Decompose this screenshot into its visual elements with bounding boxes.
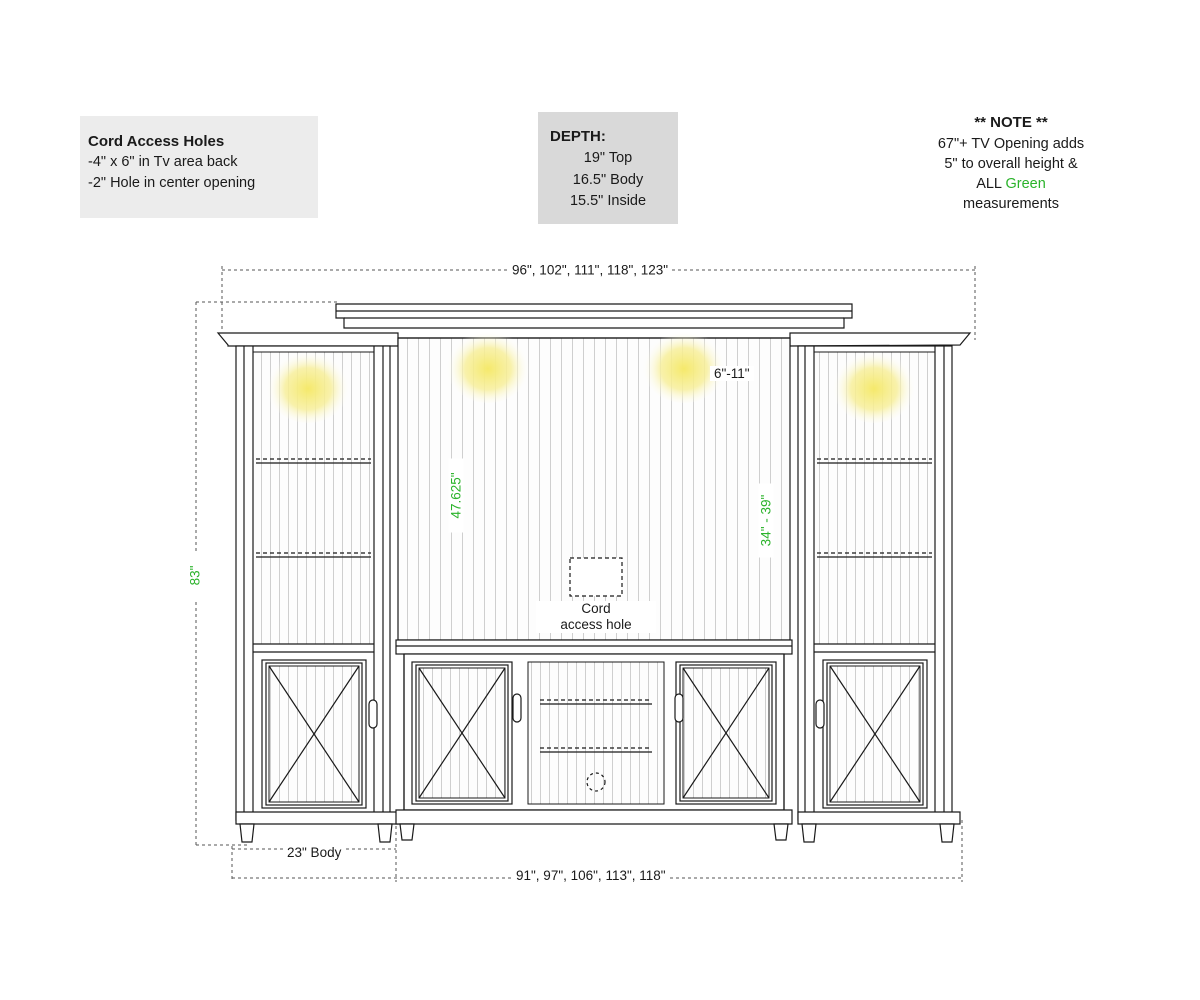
note-line-3-prefix: ALL [976, 176, 1006, 192]
light-glow-right [832, 347, 916, 423]
cord-hole-line-1: Cord [581, 601, 611, 616]
cord-access-hole-caption [536, 601, 656, 633]
cord-hole-line-2: access hole [560, 617, 632, 632]
light-glow-left [266, 347, 350, 423]
cord-access-line-2: -2" Hole in center opening [88, 175, 256, 191]
light-glow-center-left [446, 327, 530, 403]
dim-tv-opening-range-label: 34" - 39" [759, 484, 774, 558]
center-console [396, 654, 792, 840]
dim-overall-height-label: 83" [188, 552, 203, 600]
cord-access-line-1: -4" x 6" in Tv area back [88, 154, 238, 170]
dim-tv-opening-height-label: 47.625" [449, 459, 464, 533]
dim-body-width-label: 23" Body [283, 845, 345, 860]
dim-top-shelf-gap-label: 6"-11" [710, 366, 754, 381]
dim-top-width-label: 96", 102", 111", 118", 123" [508, 263, 672, 278]
note-line-4: measurements [963, 196, 1059, 212]
depth-title: DEPTH: [550, 128, 606, 145]
depth-line-3: 15.5" Inside [569, 193, 647, 209]
note-line-2: 5" to overall height & [944, 156, 1078, 172]
note-line-3-green: Green [1005, 176, 1046, 192]
cord-access-title: Cord Access Holes [88, 133, 225, 150]
depth-line-1: 19" Top [583, 150, 633, 166]
note-title: ** NOTE ** [974, 114, 1048, 131]
note-line-1: 67"+ TV Opening adds [937, 136, 1085, 152]
depth-line-2: 16.5" Body [572, 171, 644, 188]
dim-bottom-width-label: 91", 97", 106", 113", 118" [512, 868, 670, 883]
crown-molding [336, 304, 852, 328]
light-glow-center-right [642, 327, 726, 403]
